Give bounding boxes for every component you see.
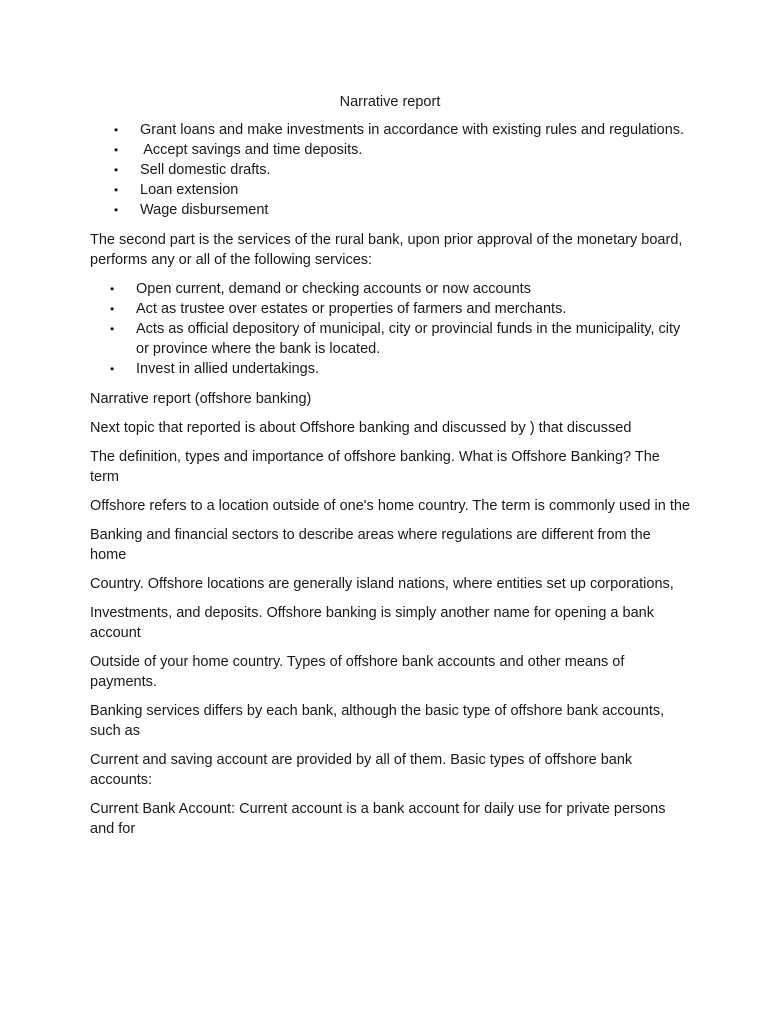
paragraph: Offshore refers to a location outside of one's home country. The term is commonly used in the	[90, 498, 690, 514]
paragraph: Investments, and deposits. Offshore banking is simply another name for opening a bank account	[90, 605, 654, 641]
bank-functions-list	[114, 120, 690, 220]
paragraph: The definition, types and importance of offshore banking. What is Offshore Banking? The term	[90, 449, 660, 485]
list-item	[110, 359, 690, 379]
rural-bank-services-list	[110, 279, 690, 379]
bullet-icon: •	[114, 123, 119, 137]
list-item	[110, 319, 690, 359]
list-item-text: Acts as official depository of municipal, city or provincial funds in the municipality, city or province where the bank is located.	[136, 321, 681, 357]
list-item-text: Open current, demand or checking accounts or now accounts	[136, 281, 531, 297]
list-item-text: Invest in allied undertakings.	[136, 361, 319, 377]
bullet-icon: •	[110, 322, 115, 336]
paragraph: Outside of your home country. Types of offshore bank accounts and other means of payments.	[90, 654, 625, 690]
list-item-text: Accept savings and time deposits.	[140, 142, 363, 158]
list-item	[114, 120, 690, 140]
list-item-text: Act as trustee over estates or properties of farmers and merchants.	[136, 301, 567, 317]
bullet-icon: •	[110, 302, 115, 316]
paragraph: Current Bank Account: Current account is a bank account for daily use for private persons and for	[90, 801, 666, 837]
list-item	[114, 160, 690, 180]
document-title: Narrative report	[339, 94, 441, 110]
bullet-icon: •	[110, 282, 115, 296]
bullet-icon: •	[114, 183, 119, 197]
services-paragraph: The second part is the services of the rural bank, upon prior approval of the monetary board, performs any or all of the following services:	[90, 232, 683, 268]
bullet-icon: •	[114, 203, 119, 217]
paragraph: Next topic that reported is about Offshore banking and discussed by ) that discussed	[90, 420, 632, 436]
document-page	[90, 92, 690, 848]
paragraph: Country. Offshore locations are generally island nations, where entities set up corporations,	[90, 576, 674, 592]
section-heading-offshore: Narrative report (offshore banking)	[90, 391, 312, 407]
paragraph: Banking services differs by each bank, although the basic type of offshore bank accounts, such as	[90, 703, 665, 739]
list-item	[114, 140, 690, 160]
list-item	[110, 279, 690, 299]
paragraph: Current and saving account are provided by all of them. Basic types of offshore bank accounts:	[90, 752, 633, 788]
bullet-icon: •	[110, 362, 115, 376]
list-item	[110, 299, 690, 319]
bullet-icon: •	[114, 163, 119, 177]
bullet-icon: •	[114, 143, 119, 157]
list-item-text: Loan extension	[140, 182, 239, 198]
list-item-text: Grant loans and make investments in accordance with existing rules and regulations.	[140, 122, 685, 138]
paragraph: Banking and financial sectors to describe areas where regulations are different from the home	[90, 527, 651, 563]
list-item-text: Wage disbursement	[140, 202, 269, 218]
list-item-text: Sell domestic drafts.	[140, 162, 271, 178]
list-item	[114, 180, 690, 200]
list-item	[114, 200, 690, 220]
